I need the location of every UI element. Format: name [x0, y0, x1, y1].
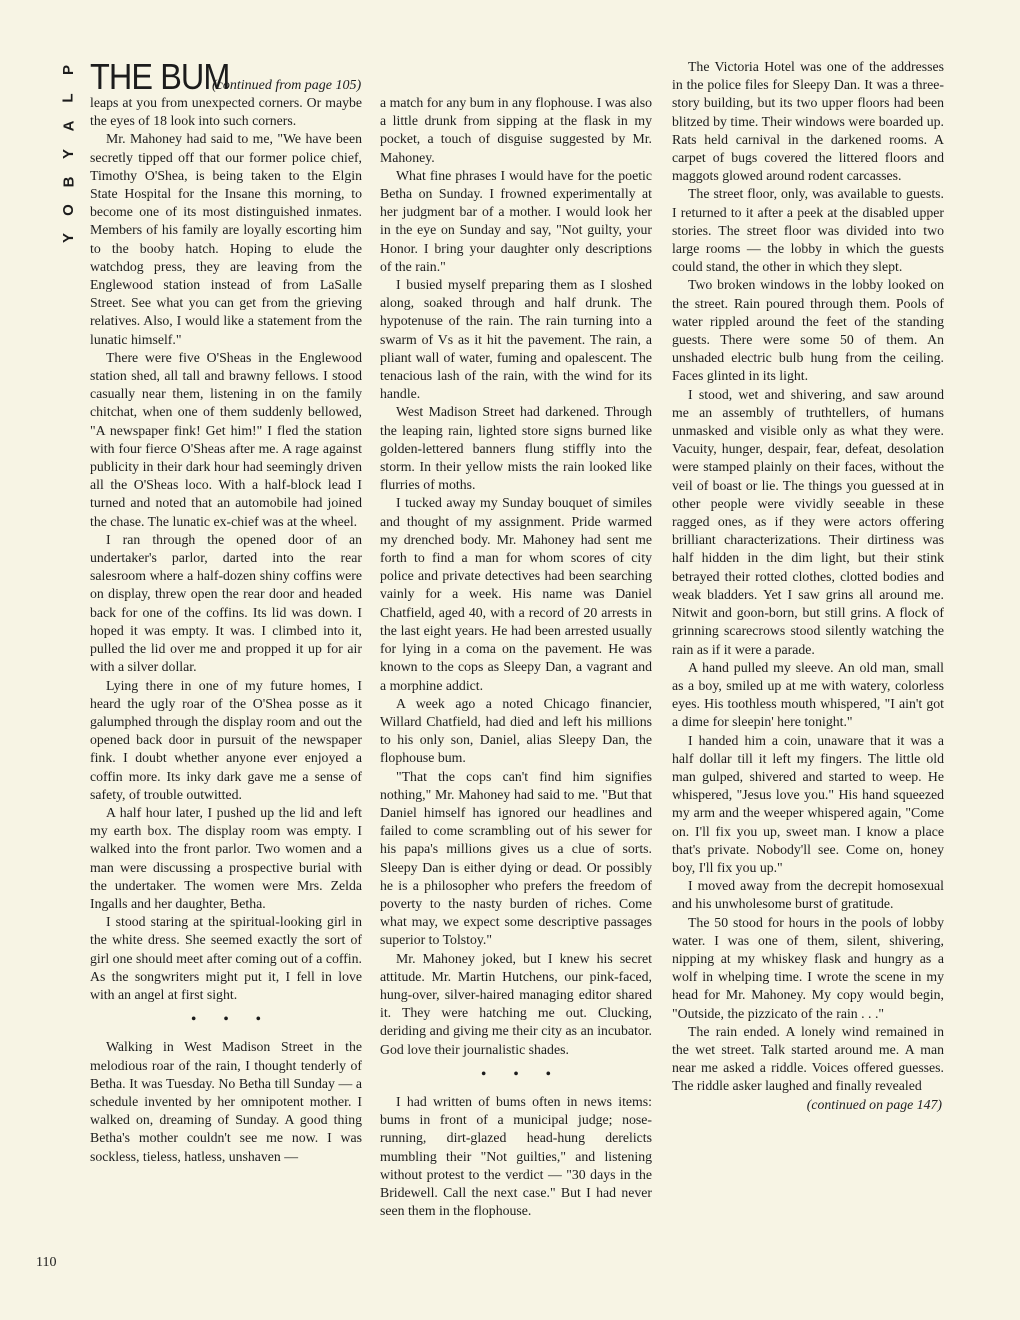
paragraph: I stood, wet and shivering, and saw around me an assembly of truthtellers, of humans unmasked and visible only as what they were. Vacuity, hunger, despair, fear, defeat, desolation were stamped plainly on their faces, without the veil of boast or lie. The things you guessed at in other people were vividly seeable in these ragged ones, as if they were actors offering brilliant characterizations. Their dirtiness was half hidden in the dim light, but their stink betrayed their rotted clothes, clotted bodies and weak bladders. Yet I saw grins all around me. Nitwit and goon-born, but still grins. A flock of grinning scarecrows stood silently watching the rain as if it were a parade.: [672, 386, 944, 657]
paragraph: The 50 stood for hours in the pools of lobby water. I was one of them, silent, shivering, nipping at my whiskey flask and hungry as a wolf in whelping time. I wrote the scene in my head for Mr. Mahoney. My copy would begin, "Outside, the pizzicato of the rain . . .": [672, 914, 944, 1021]
sidebar-letter: L: [59, 93, 77, 103]
paragraph: West Madison Street had darkened. Through the leaping rain, lighted store signs burned like golden-lettered banners flung stiffly into the storm. In their yellow mists the rain looked like flurries of moths.: [380, 404, 652, 493]
paragraph: A hand pulled my sleeve. An old man, small as a boy, smiled up at me with watery, colorless eyes. His toothless mouth whispered, "I ain't got a dime for sleepin' here tonight.": [672, 659, 944, 730]
paragraph: The Victoria Hotel was one of the addresses in the police files for Sleepy Dan. It was a three-story building, but its two upper floors had been blitzed by time. Their windows were boarded up. Rats held carnival in the darkened rooms. A carpet of bugs covered the littered floors and maggots glowed around rodent carcasses.: [672, 59, 944, 184]
paragraph: leaps at you from unexpected corners. Or maybe the eyes of 18 look into such corners.: [90, 95, 362, 129]
paragraph: "That the cops can't find him signifies nothing," Mr. Mahoney had said to me. "But that Daniel himself has ignored our headlines and failed to come scrambling out of his sewer for his papa's millions gives us a clue of sorts. Sleepy Dan is either dying or dead. Or possibly he is a philosopher who prefers the freedom of poverty to the nasty burden of riches. Come what may, we expect some descriptive passages superior to Tolstoy.": [380, 768, 652, 948]
paragraph: a match for any bum in any flophouse. I was also a little drunk from sipping at the flask in my pocket, a touch of disguise suggested by Mr. Mahoney.: [380, 95, 652, 165]
paragraph: I had written of bums often in news items: bums in front of a municipal judge; nose-running, dirt-glazed head-hung derelicts mumbling their "Not guilties," and listening without protest to the verdict — "30 days in the Bridewell. Call the next case." But I had never seen them in the flophouse.: [380, 1093, 652, 1219]
sidebar-letter: P: [59, 64, 77, 76]
magazine-name-vertical: [56, 56, 82, 252]
article-header: [90, 56, 361, 96]
paragraph: I tucked away my Sunday bouquet of similes and thought of my assignment. Pride warmed my drenched body. Mr. Mahoney had sent me forth to find a man for whom scores of city police and private detectives had been searching vainly for a week. His name was Daniel Chatfield, aged 40, with a record of 20 arrests in the last eight years. He had been arrested usually for lying in a coma on the pavement. He was known to the cops as Sleepy Dan, a vagrant and a morphine addict.: [380, 495, 652, 693]
paragraph: Mr. Mahoney had said to me, "We have been secretly tipped off that our former police chief, Timothy O'Shea, is being taken to the Elgin State Hospital for the Insane this morning, to become one of its most distinguished inmates. Members of his family are loyally escorting him to the booby hatch. Hoping to elude the watchdog press, they are leaving from the Englewood station instead of from LaSalle Street. See what you can get from the grieving relatives. Also, I would like a statement from the lunatic himself.": [90, 131, 362, 347]
paragraph: I moved away from the decrepit homosexual and his unwholesome burst of gratitude.: [672, 878, 944, 912]
text-column-1: [90, 94, 362, 1166]
sidebar-letter: Y: [59, 148, 77, 160]
paragraph: I handed him a coin, unaware that it was a half dollar till it left my fingers. The little old man gulped, shivered and started to weep. He whispered, "Jesus love you." His hand squeezed my arm and the weeper whispered again, "Come on. I'll fix you up, sweet man. I know a place that's private. Nobody'll see. Come on, honey boy, I'll fix you up.": [672, 732, 944, 875]
sidebar-letter: B: [60, 176, 77, 188]
paragraph: What fine phrases I would have for the poetic Betha on Sunday. I frowned experimentally at her judgment bar of a mother. I would look her in the eye on Sunday and say, "Not guilty, your Honor. I bring your daughter only descriptions of the rain.": [380, 167, 652, 274]
sidebar-letter: A: [60, 120, 77, 132]
paragraph: Lying there in one of my future homes, I heard the ugly roar of the O'Shea posse as it galumphed through the display room and out the opened back door in pursuit of the newspaper fink. I doubt whether anyone ever enjoyed a coffin more. Its inky dark gave me a sense of safety, of trouble outwitted.: [90, 677, 362, 802]
paragraph: There were five O'Sheas in the Englewood station shed, all tall and brawny fellows. I stood casually near them, listening in on the family chitchat, when one of them suddenly bellowed, "A newspaper fink! Get him!" I fled the station with four fierce O'Sheas after me. A rage against publicity in their dark hour had seemingly driven all the O'Sheas loco. With a half-block lead I turned and noted that an automobile had joined the chase. The lunatic ex-chief was at the wheel.: [90, 349, 362, 529]
paragraph: The rain ended. A lonely wind remained in the wet street. Talk started around me. A man near me asked a riddle. Voices offered guesses. The riddle asker laughed and finally revealed: [672, 1023, 944, 1094]
paragraph: I ran through the opened door of an undertaker's parlor, darted into the rear salesroom where a half-dozen shiny coffins were on display, threw open the rear door and headed back for one of the coffins. Its lid was down. I hoped it was empty. It was. I climbed into it, pulled the lid over me and propped it up for air with a silver dollar.: [90, 531, 362, 675]
paragraph: Two broken windows in the lobby looked on the street. Rain poured through them. Pools of water rippled around the feet of the standing guests. There were some 50 of them. An unshaded electric bulb hung from the ceiling. Faces glinted in its light.: [672, 277, 944, 384]
paragraph: I busied myself preparing them as I sloshed along, soaked through and half drunk. The hypotenuse of the rain. The rain turning into a swarm of Vs as it hit the pavement. The rain, a pliant wall of water, fuming and opalescent. The tenacious lash of the rain, with the wind for its handle.: [380, 277, 652, 402]
paragraph: The street floor, only, was available to guests. I returned to it after a peek at the disabled upper stories. The street floor was divided into two large rooms — the lobby in which the guests could stand, the other in which they slept.: [672, 186, 944, 275]
sidebar-letter: O: [59, 204, 77, 216]
continued-on-note: (continued on page 147): [806, 1096, 942, 1112]
paragraph: A week ago a noted Chicago financier, Willard Chatfield, had died and left his millions to his only son, Daniel, alias Sleepy Dan, the flophouse bum.: [380, 695, 652, 766]
paragraph: Walking in West Madison Street in the melodious roar of the rain, I thought tenderly of Betha. It was Tuesday. No Betha till Sunday — a schedule invented by her omnipotent mother. I walked on, dreaming of Sunday. A good thing Betha's mother couldn't see me now. I was sockless, tieless, hatless, unshaven —: [90, 1039, 362, 1164]
text-column-2: [380, 94, 652, 1220]
article-title: THE BUM: [90, 56, 230, 97]
section-break: • • •: [191, 1011, 273, 1027]
text-column-3: [672, 58, 944, 1114]
paragraph: A half hour later, I pushed up the lid and left my earth box. The display room was empty. I walked into the front parlor. Two women and a man were discussing a prospective burial with the undertaker. The women were Mrs. Zelda Ingalls and her daughter, Betha.: [90, 804, 362, 911]
section-break: • • •: [481, 1065, 563, 1081]
sidebar-letter: Y: [59, 232, 77, 244]
page-number: 110: [36, 1255, 57, 1270]
paragraph: Mr. Mahoney joked, but I knew his secret attitude. Mr. Martin Hutchens, our pink-faced, hung-over, silver-haired managing editor shared it. They were hatching me out. Clucking, deriding and giving me their city as an incubator. God love their journalistic shades.: [380, 950, 652, 1057]
continued-from-note: (continued from page 105): [212, 78, 362, 93]
paragraph: I stood staring at the spiritual-looking girl in the white dress. She seemed exactly the sort of girl one should meet after coming out of a coffin. As the songwriters might put it, I fell in love with an angel at first sight.: [90, 914, 362, 1002]
